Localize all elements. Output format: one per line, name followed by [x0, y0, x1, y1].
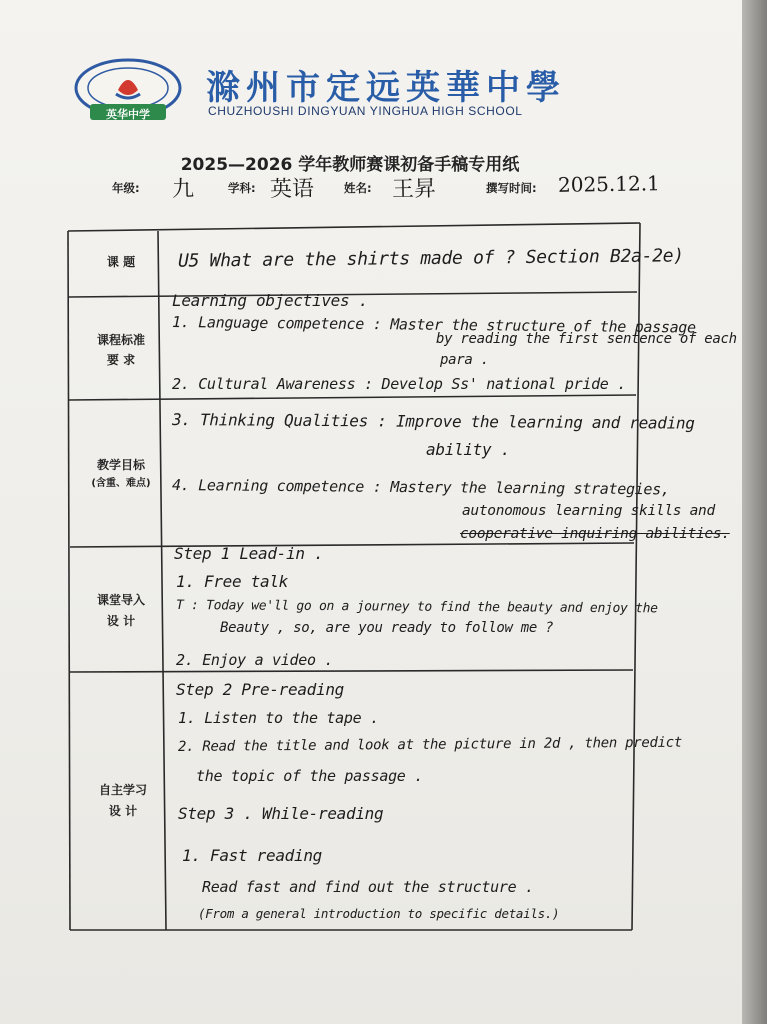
standards-label-2: 要 求: [106, 353, 136, 367]
subject-value: 英语: [269, 176, 315, 203]
hand-line-struck: cooperative inquiring abilities.: [460, 526, 730, 542]
date-label: 撰写时间:: [486, 181, 537, 195]
lesson-topic: U5 What are the shirts made of ? Section B2a-2e): [177, 245, 684, 272]
hand-line: 2. Cultural Awareness : Develop Ss' national pride .: [172, 375, 627, 393]
goals-label-2: (含重、难点): [91, 478, 151, 489]
hand-line: 2. Read the title and look at the picture in 2d , then predict: [177, 734, 683, 755]
subject-label: 学科:: [228, 181, 256, 195]
hand-line: 1. Listen to the tape .: [178, 709, 379, 727]
hand-line: the topic of the passage .: [196, 767, 424, 785]
topic-label: 课 题: [106, 255, 136, 269]
hand-line: ability .: [426, 440, 510, 459]
hand-line: autonomous learning skills and: [462, 503, 715, 519]
intro-label-2: 设 计: [106, 614, 136, 628]
hand-line: 1. Free talk: [176, 572, 288, 591]
hand-line: Step 1 Lead-in .: [174, 544, 324, 563]
hand-line: by reading the first sentence of each: [436, 331, 737, 347]
grade-value: 九: [171, 176, 195, 203]
name-label: 姓名:: [344, 181, 372, 195]
page-edge: [742, 0, 767, 1024]
hand-line: 2. Enjoy a video .: [176, 651, 334, 669]
hand-line: 1. Language competence : Master the structure of the passage: [171, 313, 696, 337]
hand-line: (From a general introduction to specific details.): [198, 906, 560, 921]
self-study-label-2: 设 计: [108, 804, 138, 818]
date-value: 2025.12.1: [557, 171, 660, 197]
hand-line: para .: [440, 352, 489, 368]
school-name-en: CHUZHOUSHI DINGYUAN YINGHUA HIGH SCHOOL: [208, 104, 523, 118]
name-value: 王昇: [391, 176, 437, 203]
hand-line: Step 2 Pre-reading: [176, 680, 344, 699]
hand-line: Learning objectives .: [172, 291, 368, 310]
hand-line: Step 3 . While-reading: [178, 804, 384, 823]
standards-label-1: 课程标准: [96, 333, 145, 347]
school-name-cn: 滁州市定远英華中學: [206, 68, 566, 108]
hand-line: 4. Learning competence : Mastery the learning strategies,: [171, 476, 670, 499]
paper-title: 2025—2026 学年教师赛课初备手稿专用纸: [180, 155, 520, 175]
hand-line: 3. Thinking Qualities : Improve the learning and reading: [171, 410, 695, 433]
intro-label-1: 课堂导入: [96, 593, 145, 607]
hand-line: Beauty , so, are you ready to follow me ?: [220, 620, 554, 636]
logo-banner-text: 英华中学: [106, 108, 150, 121]
self-study-label-1: 自主学习: [98, 783, 147, 797]
hand-line: 1. Fast reading: [182, 846, 322, 865]
grade-label: 年级:: [112, 181, 140, 195]
hand-line: T : Today we'll go on a journey to find the beauty and enjoy the: [175, 598, 658, 617]
goals-label-1: 教学目标: [96, 458, 145, 472]
hand-line: Read fast and find out the structure .: [202, 878, 534, 896]
